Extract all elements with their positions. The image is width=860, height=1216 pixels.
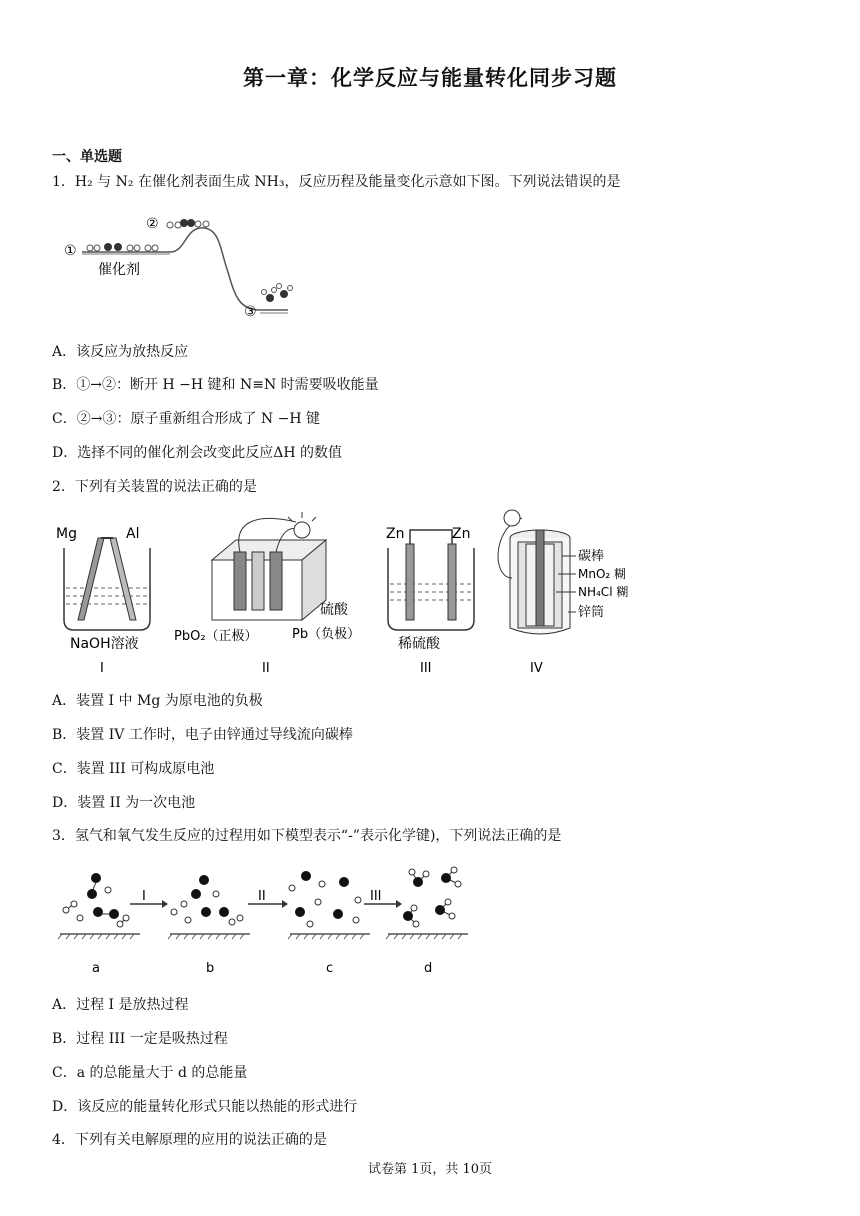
dev2-roman: II [262, 661, 270, 676]
page-title: 第一章：化学反应与能量转化同步习题 [243, 66, 617, 90]
q3-panel-b: b [206, 961, 215, 976]
device-3-beaker [386, 526, 474, 676]
dev3-solution-label: 稀硫酸 [398, 636, 440, 652]
q1-label-1: ① [64, 243, 77, 259]
q2-option-b: B．装置 IV 工作时，电子由锌通过导线流向碳棒 [52, 727, 353, 743]
q1-reaction-energy-diagram [60, 212, 360, 322]
q1-option-a: A．该反应为放热反应 [52, 344, 189, 360]
dev1-mg-label: Mg [56, 526, 77, 542]
q3-option-b: B．过程 III 一定是吸热过程 [52, 1031, 228, 1047]
q3-option-c: C．a 的总能量大于 d 的总能量 [52, 1065, 248, 1081]
dev1-solution-label: NaOH溶液 [70, 636, 139, 652]
question-2-stem: 2．下列有关装置的说法正确的是 [52, 479, 257, 495]
q3-step-3: III [370, 889, 382, 904]
dev4-label-nh4cl: NH₄Cl 糊 [578, 585, 629, 599]
device-4-dry-cell [498, 510, 628, 676]
q3-step-2: II [258, 889, 266, 904]
dev4-label-zinc: 锌筒 [578, 605, 605, 620]
q1-catalyst-label: 催化剂 [98, 262, 140, 278]
dev1-al-label: Al [126, 526, 140, 542]
question-3-stem: 3．氢气和氧气发生反应的过程用如下模型表示“-”表示化学键)，下列说法正确的是 [52, 828, 562, 844]
q2-option-c: C．装置 III 可构成原电池 [52, 761, 215, 777]
dev2-acid-label: 硫酸 [320, 602, 348, 618]
page-footer: 试卷第 1页，共 10页 [367, 1162, 493, 1177]
section-heading: 一、单选题 [52, 149, 122, 165]
q3-panel-a: a [92, 961, 100, 976]
dev2-pos-label: PbO₂（正极） [174, 629, 258, 644]
q3-option-d: D．该反应的能量转化形式只能以热能的形式进行 [52, 1099, 358, 1115]
q2-option-d: D．装置 II 为一次电池 [52, 795, 196, 811]
q2-option-a: A．装置 I 中 Mg 为原电池的负极 [52, 693, 263, 709]
q1-label-3: ③ [244, 304, 257, 320]
dev4-roman: IV [530, 661, 543, 676]
q1-option-d: D．选择不同的催化剂会改变此反应ΔH 的数值 [52, 445, 342, 461]
dev1-roman: I [100, 661, 104, 676]
dev3-zn-left-label: Zn [386, 526, 405, 542]
q3-reaction-model-figure [56, 862, 476, 978]
q1-label-2: ② [146, 216, 159, 232]
dev3-zn-right-label: Zn [452, 526, 471, 542]
q2-devices-figure [52, 508, 652, 680]
q3-panel-d: d [424, 961, 433, 976]
dev4-label-carbon: 碳棒 [578, 549, 605, 564]
question-4-stem: 4．下列有关电解原理的应用的说法正确的是 [52, 1132, 327, 1148]
q1-option-b: B．①→②：断开 H −H 键和 N≡N 时需要吸收能量 [52, 377, 379, 393]
device-1-beaker [56, 526, 150, 676]
q3-panel-c: c [326, 961, 334, 976]
q3-step-1: I [142, 889, 146, 904]
dev2-neg-label: Pb（负极） [292, 627, 361, 642]
q3-option-a: A．过程 I 是放热过程 [52, 997, 189, 1013]
q1-option-c: C．②→③：原子重新组合形成了 N −H 键 [52, 411, 320, 427]
dev4-label-mno2: MnO₂ 糊 [578, 567, 627, 581]
device-2-lead-battery [174, 512, 360, 676]
dev3-roman: III [420, 661, 432, 676]
question-1-stem: 1．H₂ 与 N₂ 在催化剂表面生成 NH₃，反应历程及能量变化示意如下图。下列说法错误的是 [52, 174, 621, 190]
